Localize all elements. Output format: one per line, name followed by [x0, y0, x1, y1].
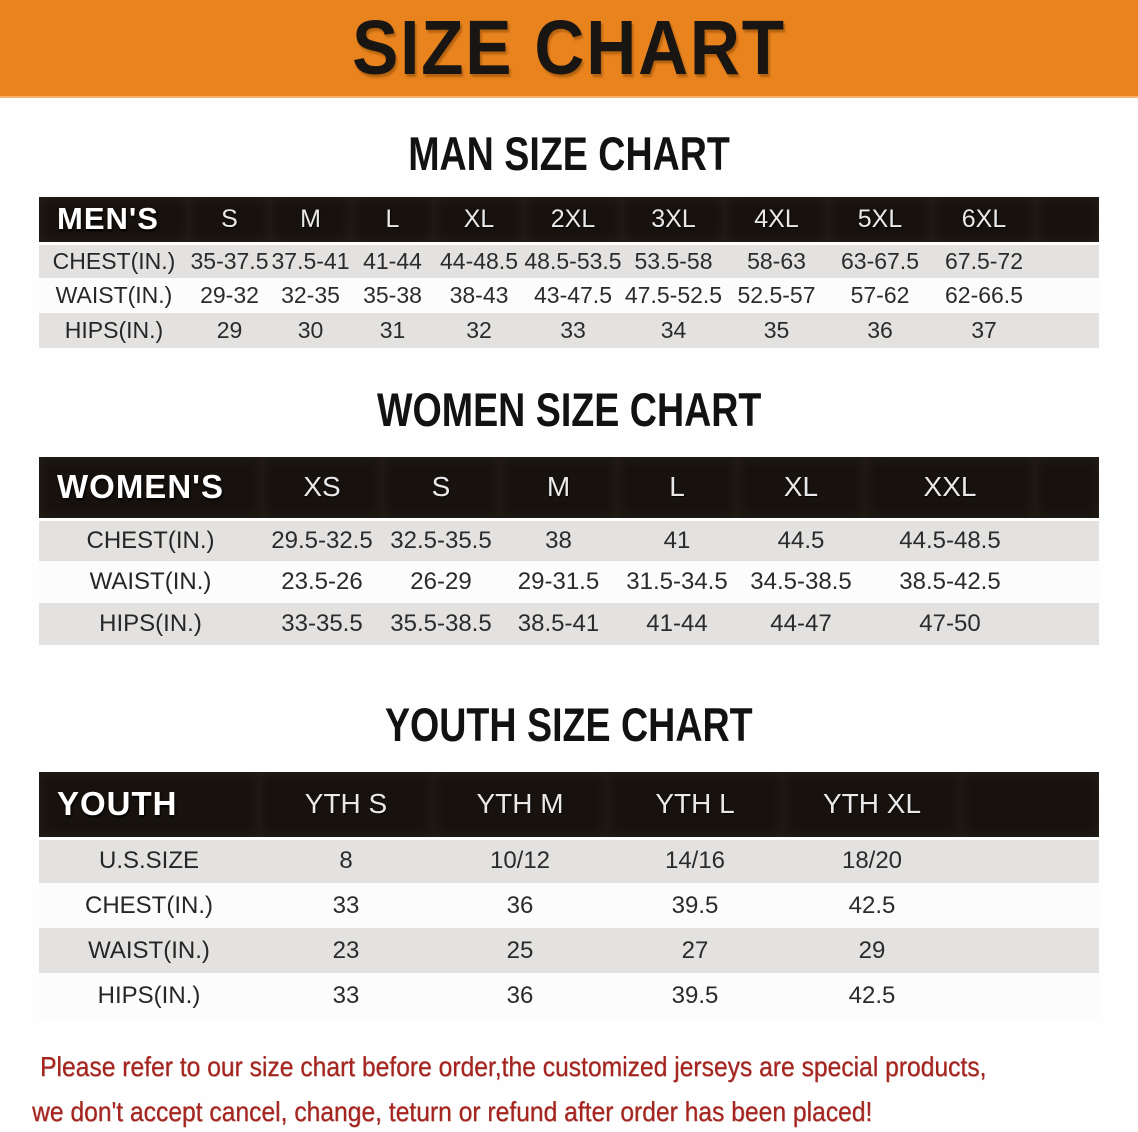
size-value: 23.5-26	[281, 568, 363, 595]
size-value: 30	[297, 317, 324, 343]
row-label: CHEST(IN.)	[86, 526, 215, 554]
size-value: 36	[506, 891, 534, 919]
men-heading-text: MAN SIZE CHART	[408, 127, 730, 180]
column-header: YTH XL	[783, 772, 961, 838]
size-value: 44.5	[777, 526, 825, 554]
size-value: 29-32	[200, 282, 259, 308]
column-header: 5XL	[828, 197, 932, 243]
column-header: 3XL	[622, 197, 725, 243]
size-value: 25	[506, 936, 534, 964]
column-header: 2XL	[524, 197, 622, 243]
column-header: XS	[262, 457, 382, 519]
size-value: 31	[379, 317, 406, 343]
row-spacer	[961, 883, 1099, 928]
size-value: 38-43	[449, 282, 509, 308]
size-value: 29	[216, 317, 243, 343]
size-value: 29-31.5	[517, 568, 600, 595]
row-label: WAIST(IN.)	[89, 568, 212, 595]
size-value: 32.5-35.5	[390, 526, 492, 554]
size-value: 35-38	[363, 282, 422, 308]
column-header: M	[270, 197, 351, 243]
table-row	[39, 883, 1099, 928]
size-value: 34.5-38.5	[750, 568, 852, 595]
men-table-header-row	[39, 197, 1099, 243]
table-row	[39, 313, 1099, 348]
banner	[0, 0, 1138, 98]
row-label: HIPS(IN.)	[64, 317, 164, 343]
column-header: S	[189, 197, 270, 243]
column-header: XXL	[865, 457, 1035, 519]
column-header: L	[351, 197, 434, 243]
column-header: XL	[737, 457, 865, 519]
size-value: 41-44	[646, 610, 708, 637]
size-value: 39.5	[671, 981, 719, 1009]
size-value: 62-66.5	[944, 282, 1023, 308]
size-value: 18/20	[841, 847, 903, 875]
size-value: 47.5-52.5	[624, 282, 723, 308]
column-header: YTH M	[433, 772, 607, 838]
men-size-table	[39, 197, 1099, 348]
row-spacer	[1036, 278, 1099, 313]
row-spacer	[1035, 519, 1099, 561]
size-value: 38	[545, 526, 572, 554]
size-value: 32-35	[281, 282, 340, 308]
women-heading-text: WOMEN SIZE CHART	[376, 383, 762, 436]
table-row	[39, 278, 1099, 313]
size-value: 36	[506, 981, 534, 1009]
youth-table-header-row	[39, 772, 1099, 838]
size-value: 41	[663, 526, 691, 554]
size-value: 37.5-41	[271, 247, 350, 274]
column-header: 6XL	[932, 197, 1036, 243]
size-value: 33	[332, 981, 360, 1009]
size-value: 42.5	[848, 981, 896, 1009]
row-label: WAIST(IN.)	[55, 282, 173, 308]
size-value: 33	[332, 891, 360, 919]
size-value: 44-47	[770, 610, 832, 637]
header-spacer	[1035, 457, 1099, 519]
row-label: CHEST(IN.)	[52, 247, 176, 274]
youth-size-table	[39, 772, 1099, 1018]
row-label: HIPS(IN.)	[99, 610, 202, 637]
women-table-header-row	[39, 457, 1099, 519]
size-value: 32	[466, 317, 492, 343]
size-value: 43-47.5	[533, 282, 612, 308]
size-value: 44-48.5	[439, 247, 518, 274]
table-row	[39, 973, 1099, 1018]
size-value: 35	[763, 317, 790, 343]
youth-table-title: YOUTH	[39, 772, 259, 838]
header-spacer	[961, 772, 1099, 838]
size-value: 10/12	[489, 847, 551, 875]
size-value: 53.5-58	[634, 247, 713, 274]
row-spacer	[1035, 603, 1099, 645]
men-section-heading	[0, 127, 1138, 180]
women-size-table	[39, 457, 1099, 645]
row-spacer	[961, 973, 1099, 1018]
column-header: YTH L	[607, 772, 783, 838]
size-value: 33	[560, 317, 586, 343]
women-section-heading	[0, 383, 1138, 436]
size-value: 26-29	[410, 568, 472, 595]
table-row	[39, 243, 1099, 278]
column-header: L	[617, 457, 737, 519]
table-row	[39, 603, 1099, 645]
header-spacer	[1036, 197, 1099, 243]
size-value: 35-37.5	[190, 247, 269, 274]
size-value: 34	[660, 317, 687, 343]
size-value: 14/16	[664, 847, 726, 875]
size-value: 67.5-72	[944, 247, 1023, 274]
size-value: 8	[339, 847, 353, 875]
size-value: 58-63	[747, 247, 806, 274]
youth-section-heading	[0, 698, 1138, 751]
size-value: 33-35.5	[281, 610, 363, 637]
men-table-title: MEN'S	[39, 197, 189, 243]
column-header: YTH S	[259, 772, 433, 838]
row-label: U.S.SIZE	[98, 847, 200, 875]
column-header: 4XL	[725, 197, 828, 243]
size-value: 47-50	[919, 610, 981, 637]
column-header: M	[500, 457, 617, 519]
row-label: CHEST(IN.)	[85, 891, 213, 919]
disclaimer-line-1: Please refer to our size chart before order,the customized jerseys are special products,	[40, 1051, 987, 1082]
size-value: 23	[332, 936, 360, 964]
row-spacer	[961, 838, 1099, 883]
women-table-title: WOMEN'S	[39, 457, 262, 519]
table-row	[39, 519, 1099, 561]
row-spacer	[1036, 313, 1099, 348]
size-value: 63-67.5	[840, 247, 919, 274]
size-value: 52.5-57	[737, 282, 816, 308]
disclaimer	[32, 1044, 1138, 1132]
row-spacer	[1036, 243, 1099, 278]
page-title: SIZE CHART	[352, 4, 786, 91]
youth-heading-text: YOUTH SIZE CHART	[385, 698, 753, 751]
size-value: 57-62	[850, 282, 910, 308]
size-value: 36	[867, 317, 893, 343]
row-label: HIPS(IN.)	[97, 981, 201, 1009]
table-row	[39, 928, 1099, 973]
size-value: 48.5-53.5	[524, 247, 622, 274]
size-value: 31.5-34.5	[626, 568, 728, 595]
disclaimer-line-2: we don't accept cancel, change, teturn or refund after order has been placed!	[32, 1096, 873, 1127]
size-value: 37	[971, 317, 997, 343]
size-value: 27	[681, 936, 709, 964]
column-header: S	[382, 457, 500, 519]
size-value: 44.5-48.5	[899, 526, 1001, 554]
size-value: 41-44	[363, 247, 422, 274]
size-value: 29.5-32.5	[271, 526, 373, 554]
size-value: 42.5	[848, 891, 896, 919]
size-value: 35.5-38.5	[390, 610, 492, 637]
table-row	[39, 838, 1099, 883]
row-spacer	[961, 928, 1099, 973]
table-row	[39, 561, 1099, 603]
row-label: WAIST(IN.)	[88, 936, 210, 964]
column-header: XL	[434, 197, 524, 243]
size-value: 39.5	[671, 891, 719, 919]
row-spacer	[1035, 561, 1099, 603]
size-value: 38.5-42.5	[899, 568, 1001, 595]
size-value: 38.5-41	[517, 610, 600, 637]
size-value: 29	[858, 936, 886, 964]
